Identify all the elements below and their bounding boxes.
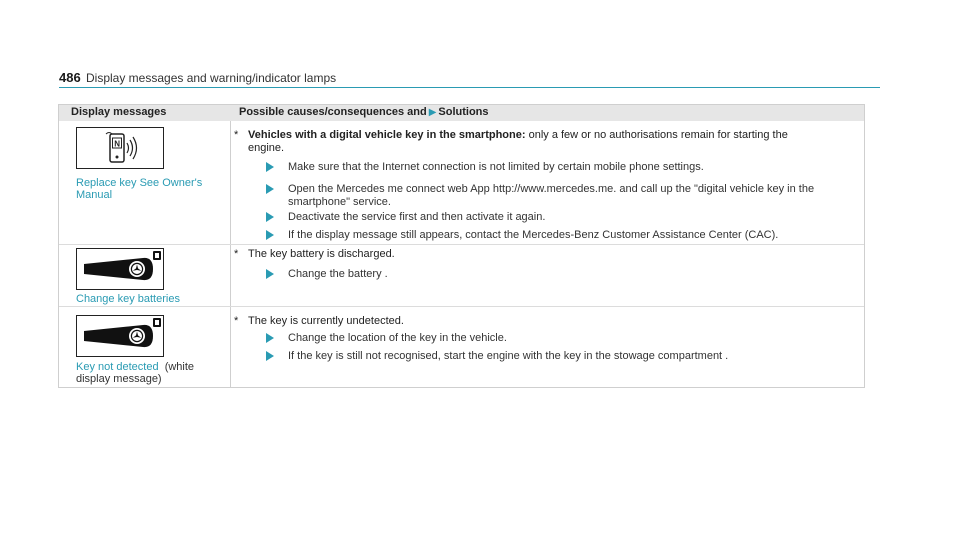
display-message-change-batteries: Change key batteries (76, 293, 180, 305)
solution-arrow-icon (266, 184, 274, 194)
car-key-battery-icon (76, 248, 164, 290)
column-divider (230, 121, 231, 387)
row-divider (59, 306, 864, 307)
solution-arrow-icon (266, 162, 274, 172)
smartphone-nfc-icon (76, 127, 164, 169)
solution-arrow-icon (266, 230, 274, 240)
arrow-right-icon: ▶ (428, 107, 437, 118)
column-header-causes-solutions: Possible causes/consequences and ▶ Solutions (239, 106, 489, 118)
row-divider (59, 244, 864, 245)
display-message-key-not-detected: Key not detected (white display message) (76, 361, 195, 385)
page-number: 486 (59, 70, 81, 85)
car-key-icon (76, 315, 164, 357)
solution-arrow-icon (266, 212, 274, 222)
solution-arrow-icon (266, 269, 274, 279)
solution-arrow-icon (266, 333, 274, 343)
solution-arrow-icon (266, 351, 274, 361)
display-messages-table: Display messages Possible causes/consequences and ▶ Solutions N Replace key See Owner's Manual * Vehicles with a digital vehicle key in the smartphone: only a few or no authorisations remain for starting the engine. Make sure that the Internet connection is not limited by certain mobile phone settings. Open the Mercedes me connect web App http://www.mercedes.me. and call up the "digital vehicle key in the smartphone" service. Deactivate the service first and then activate it again. If the display message still appears, contact the Mercedes-Benz Customer Assistance Center (CAC). Change key batteries * The key battery is discharged. Change the battery . Key not detected (white display message) * The key is currently undetected. Change the location of the key in the vehicle. If the key is still not recognised, start the engine with the key in the stowage compartment . (58, 104, 865, 388)
column-header-display-messages: Display messages (71, 106, 167, 118)
svg-text:N: N (114, 139, 120, 149)
page-header (59, 70, 880, 88)
cause-battery-discharged: The key battery is discharged. (248, 248, 395, 260)
display-message-replace-key: Replace key See Owner's Manual (76, 177, 203, 201)
header-rule (59, 87, 880, 88)
page-title: Display messages and warning/indicator lamps (86, 71, 337, 85)
cause-digital-key: Vehicles with a digital vehicle key in the smartphone: only a few or no authorisations remain for starting the engine. (248, 129, 788, 154)
table-header-row (59, 105, 864, 121)
cause-key-undetected: The key is currently undetected. (248, 315, 404, 327)
